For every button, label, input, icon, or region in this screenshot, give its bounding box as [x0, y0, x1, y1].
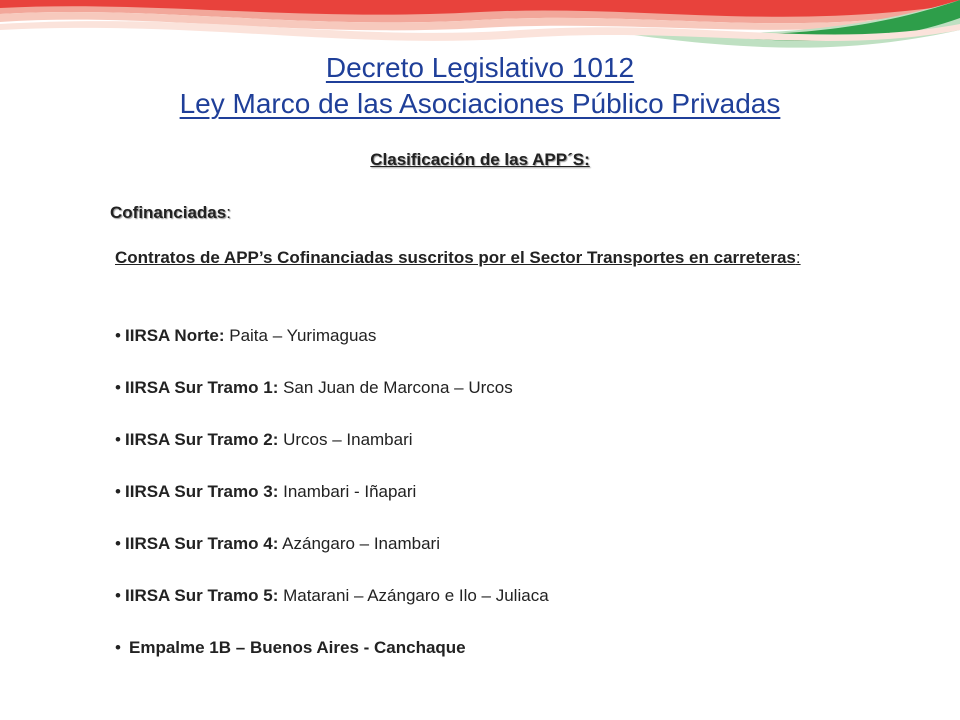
bullet-icon: • [115, 326, 121, 345]
item-route: Paita – Yurimaguas [229, 326, 377, 345]
item-label: IIRSA Sur Tramo 4: [125, 534, 279, 553]
item-label: IIRSA Sur Tramo 5: [125, 586, 279, 605]
list-item [115, 584, 549, 636]
subtitle: Clasificación de las APP´S: [370, 150, 590, 169]
item-label: Empalme 1B – Buenos Aires - Canchaque [129, 638, 466, 657]
list-item [115, 376, 549, 428]
bullet-icon: • [115, 430, 121, 449]
bullet-icon: • [115, 378, 121, 397]
item-route: Inambari - Iñapari [283, 482, 417, 501]
category-suffix: : [226, 203, 231, 222]
item-label: IIRSA Sur Tramo 3: [125, 482, 279, 501]
title-line-2: Ley Marco de las Asociaciones Público Privadas [179, 88, 781, 119]
bullet-icon: • [115, 534, 121, 553]
list-item [115, 532, 549, 584]
item-label: IIRSA Sur Tramo 1: [125, 378, 279, 397]
item-label: IIRSA Norte: [125, 326, 225, 345]
intro-text [115, 246, 835, 270]
list-item [115, 428, 549, 480]
project-list [115, 324, 549, 688]
item-route: San Juan de Marcona – Urcos [283, 378, 513, 397]
category-heading [110, 203, 231, 223]
item-route: Matarani – Azángaro e Ilo – Juliaca [283, 586, 549, 605]
bullet-icon: • [115, 586, 121, 605]
item-route: Urcos – Inambari [283, 430, 413, 449]
intro-suffix: : [795, 248, 801, 267]
intro-main: Contratos de APP’s Cofinanciadas suscritos por el Sector Transportes en carreteras [115, 248, 796, 267]
bullet-icon: • [115, 482, 121, 501]
list-item [115, 324, 549, 376]
item-route: Azángaro – Inambari [282, 534, 440, 553]
category-label: Cofinanciadas [110, 203, 227, 222]
item-label: IIRSA Sur Tramo 2: [125, 430, 279, 449]
decorative-banner [0, 0, 960, 60]
list-item [115, 480, 549, 532]
bullet-icon: • [115, 638, 121, 657]
list-item [115, 636, 549, 688]
title-line-1: Decreto Legislativo 1012 [325, 52, 635, 83]
